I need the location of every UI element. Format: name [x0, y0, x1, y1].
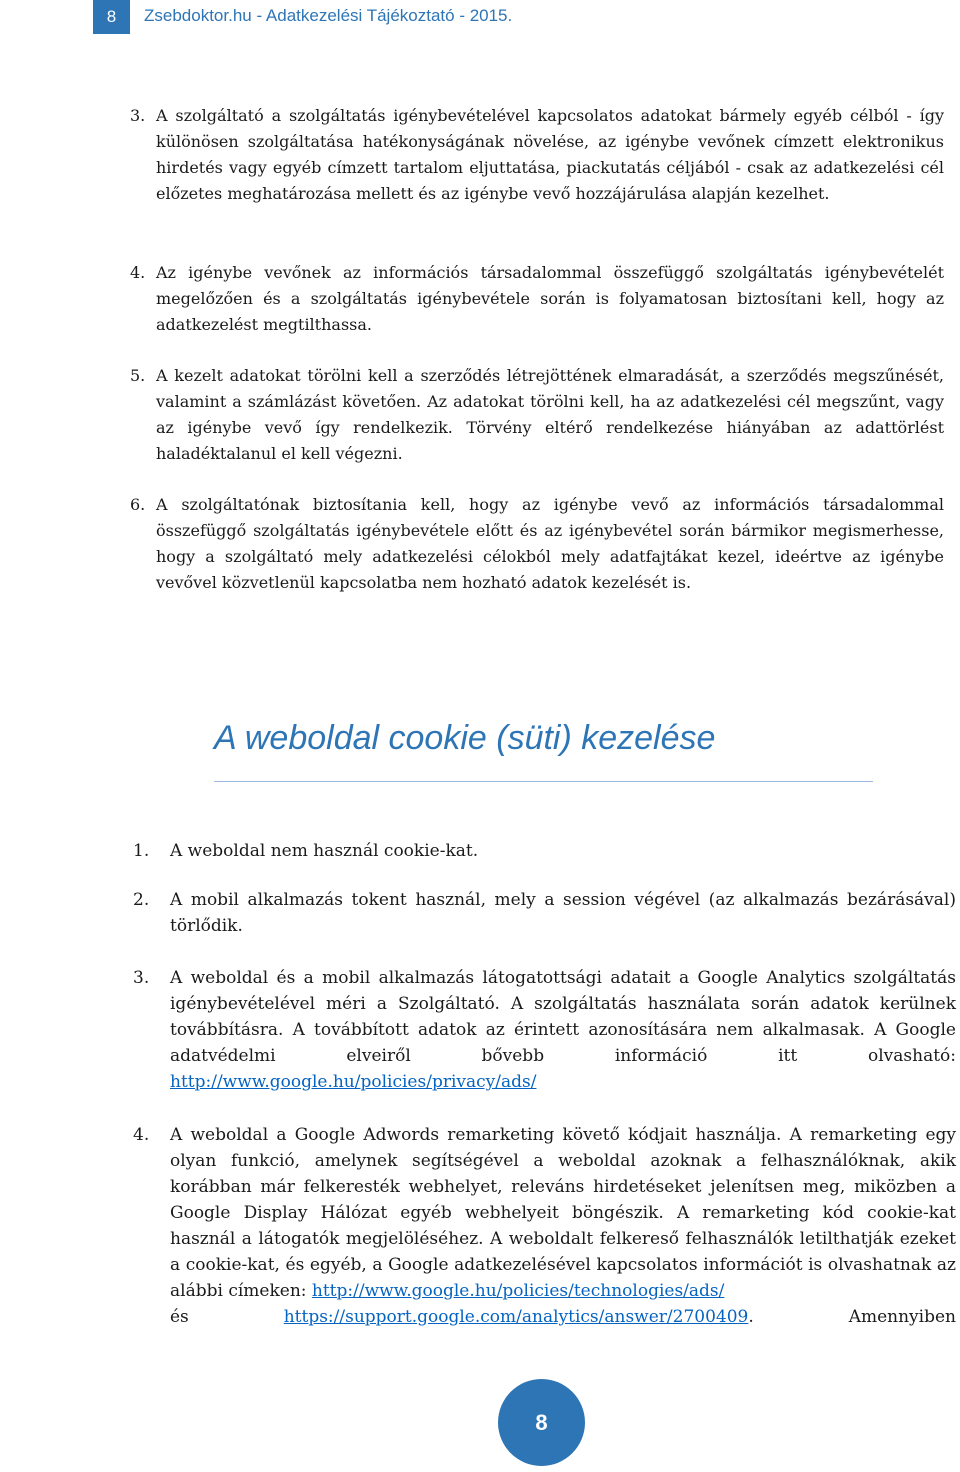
word-es: és	[170, 1307, 189, 1327]
item-text: A weboldal nem használ cookie-kat.	[170, 841, 479, 861]
item-text: A szolgáltatónak biztosítania kell, hogy az igénybe vevő az információs társadalommal összefüggő szolgáltatás igénybevétele előtt és az igénybevétel során bármikor megismerhesse, hogy a szolgáltató mely adatkezelési célokból mely adatfajtákat kezel, ideértve az igénybe vevővel közvetlenül kapcsolatba nem hozható adatok kezelését is.	[156, 495, 944, 592]
list-item	[133, 1122, 956, 1330]
list-item	[130, 103, 944, 207]
item-number: 6.	[130, 495, 146, 514]
section-obligations-6	[130, 492, 944, 596]
footer-page-number: 8	[498, 1379, 585, 1466]
item-text: A weboldal és a mobil alkalmazás látogatottsági adatait a Google Analytics szolgáltatás igénybevételével méri a Szolgáltató. A szolgáltatás használata során adatok kerülnek továbbításra. A továbbított adatok az érintett azonosítására nem alkalmasak. A Google adatvédelmi elveiről bővebb információ itt olvasható:	[170, 968, 956, 1066]
list-item	[130, 260, 944, 338]
list-item	[133, 838, 956, 864]
analytics-link-wrapper	[284, 1304, 754, 1330]
privacy-policy-link[interactable]: http://www.google.hu/policies/privacy/ads/	[170, 1072, 537, 1092]
link-period: .	[748, 1307, 754, 1327]
section-obligations-4	[130, 260, 944, 338]
list-item	[133, 887, 956, 939]
item-text: A weboldal a Google Adwords remarketing követő kódjait használja. A remarketing egy olyan funkció, amelynek segítségével a weboldal azoknak a felhasználóknak, akik korábban már felkeresték webhelyet, releváns hirdetéseket jelenítsen meg, miközben a Google Display Hálózat egyéb webhelyeit böngészik. A remarketing kód cookie-kat használ a látogatók megjelöléséhez. A weboldalt felkereső felhasználók letilthatják ezeket a cookie-kat, és egyéb, a Google adatkezelésével kapcsolatos információt is olvashatnak az alábbi címeken:	[170, 1125, 956, 1301]
technologies-ads-link[interactable]: http://www.google.hu/policies/technologies/ads/	[311, 1281, 725, 1301]
item-number: 3.	[133, 968, 150, 988]
item-text: A mobil alkalmazás tokent használ, mely a session végével (az alkalmazás bezárásával) törlődik.	[170, 890, 956, 936]
cookie-item-4	[133, 1122, 956, 1330]
section-heading: A weboldal cookie (süti) kezelése	[214, 719, 716, 757]
last-line	[170, 1304, 956, 1330]
list-item	[130, 363, 944, 467]
analytics-answer-link[interactable]: https://support.google.com/analytics/answer/2700409	[283, 1307, 749, 1327]
item-number: 3.	[130, 106, 146, 125]
item-text: Az igénybe vevőnek az információs társadalommal összefüggő szolgáltatás igénybevételét megelőzően és a szolgáltatás igénybevétele során is folyamatosan biztosítani kell, hogy az adatkezelést megtilthassa.	[156, 263, 944, 334]
section-obligations	[130, 103, 944, 207]
list-item	[130, 492, 944, 596]
item-number: 5.	[130, 366, 146, 385]
header-title: Zsebdoktor.hu - Adatkezelési Tájékoztató - 2015.	[144, 6, 513, 25]
item-number: 1.	[133, 841, 150, 861]
item-number: 4.	[133, 1125, 150, 1145]
section-obligations-5	[130, 363, 944, 467]
heading-underline	[214, 781, 873, 782]
word-amennyiben: Amennyiben	[848, 1307, 956, 1327]
item-number: 4.	[130, 263, 146, 282]
page-header	[0, 0, 960, 34]
item-text: A szolgáltató a szolgáltatás igénybevételével kapcsolatos adatokat bármely egyéb célból - így különösen szolgáltatása hatékonyságának növelése, az igénybe vevőnek címzett elektronikus hirdetés vagy egyéb címzett tartalom eljuttatása, piackutatás céljából - csak az adatkezelési cél előzetes meghatározása mellett és az igénybe vevő hozzájárulása alapján kezelhet.	[156, 106, 944, 203]
cookie-item-1	[133, 838, 956, 864]
cookie-item-2	[133, 887, 956, 939]
header-page-number: 8	[93, 0, 130, 34]
item-number: 2.	[133, 890, 150, 910]
list-item	[133, 965, 956, 1095]
item-text: A kezelt adatokat törölni kell a szerződés létrejöttének elmaradását, a szerződés megszűnését, valamint a számlázást követően. Az adatokat törölni kell, ha az adatkezelési cél megszűnt, vagy az igénybe vevő így rendelkezik. Törvény eltérő rendelkezése hiányában az adattörlést haladéktalanul el kell végezni.	[156, 366, 944, 463]
cookie-item-3	[133, 965, 956, 1095]
